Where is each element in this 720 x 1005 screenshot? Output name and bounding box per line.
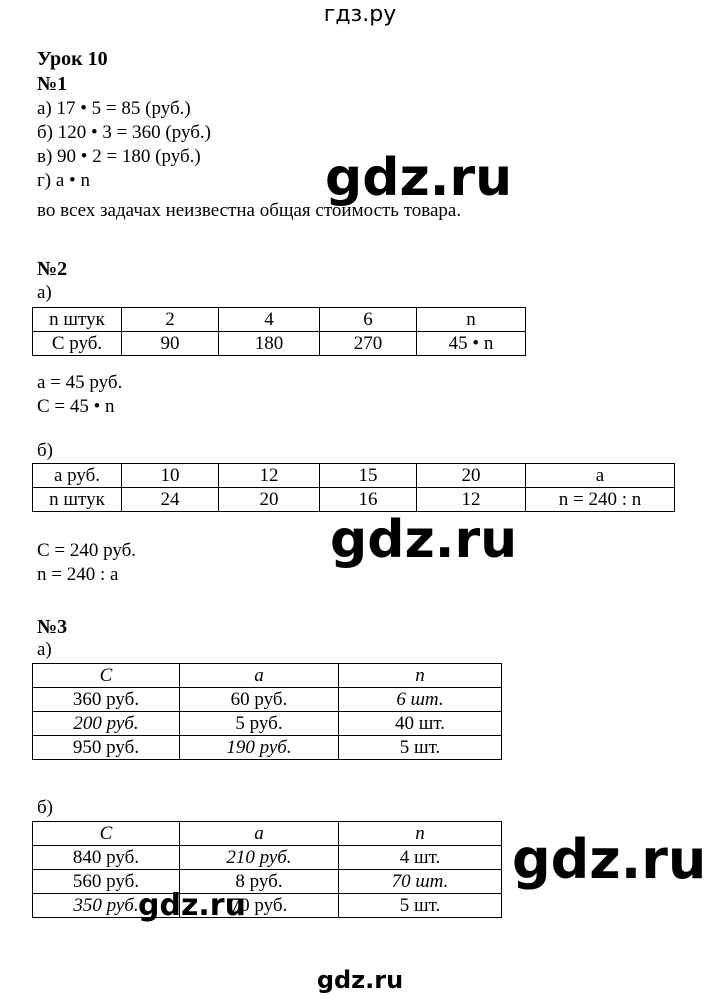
table-cell: 2 bbox=[122, 308, 219, 332]
table-cell: C bbox=[33, 664, 180, 688]
table-cell: 20 bbox=[417, 464, 526, 488]
table-cell: 12 bbox=[219, 464, 320, 488]
table-row bbox=[33, 308, 526, 332]
table-cell: n bbox=[339, 664, 502, 688]
table-row bbox=[33, 664, 502, 688]
task1-number: №1 bbox=[37, 73, 68, 95]
table-cell: 5 шт. bbox=[339, 736, 502, 760]
table-cell: 20 bbox=[219, 488, 320, 512]
table-cell: 70 руб. bbox=[180, 894, 339, 918]
task2-table-a bbox=[32, 307, 526, 356]
task3-number: №3 bbox=[37, 616, 68, 638]
site-header: гдз.ру bbox=[323, 2, 397, 27]
task2-table-b bbox=[32, 463, 675, 512]
table-cell: 16 bbox=[320, 488, 417, 512]
table-cell: a bbox=[180, 664, 339, 688]
watermark: gdz.ru bbox=[138, 888, 246, 923]
table-row bbox=[33, 488, 675, 512]
task2-after-a-line1: a = 45 руб. bbox=[37, 372, 123, 393]
table-cell: 350 руб. bbox=[33, 894, 180, 918]
task1-line-a: а) 17 • 5 = 85 (руб.) bbox=[37, 98, 191, 119]
task3-part-b-label: б) bbox=[37, 797, 53, 818]
table-cell: a bbox=[180, 822, 339, 846]
table-row bbox=[33, 736, 502, 760]
task1-line-c: в) 90 • 2 = 180 (руб.) bbox=[37, 146, 201, 167]
table-cell: 360 руб. bbox=[33, 688, 180, 712]
table-cell: 12 bbox=[417, 488, 526, 512]
table-cell: 90 bbox=[122, 332, 219, 356]
table-cell: C руб. bbox=[33, 332, 122, 356]
task2-part-b-label: б) bbox=[37, 440, 53, 461]
table-cell: n штук bbox=[33, 488, 122, 512]
table-row bbox=[33, 332, 526, 356]
table-cell: n bbox=[339, 822, 502, 846]
table-cell: 70 шт. bbox=[339, 870, 502, 894]
task2-after-b-line1: C = 240 руб. bbox=[37, 540, 137, 561]
table-cell: 6 bbox=[320, 308, 417, 332]
task2-after-a-line2: C = 45 • n bbox=[37, 396, 115, 417]
table-row bbox=[33, 870, 502, 894]
table-cell: a руб. bbox=[33, 464, 122, 488]
table-cell: 6 шт. bbox=[339, 688, 502, 712]
table-cell: n = 240 : n bbox=[526, 488, 675, 512]
table-cell: 40 шт. bbox=[339, 712, 502, 736]
table-cell: 4 шт. bbox=[339, 846, 502, 870]
table-cell: a bbox=[526, 464, 675, 488]
watermark: gdz.ru bbox=[512, 828, 707, 891]
table-cell: n bbox=[417, 308, 526, 332]
table-cell: 190 руб. bbox=[180, 736, 339, 760]
task1-conclusion: во всех задачах неизвестна общая стоимость товара. bbox=[37, 200, 462, 221]
table-cell: 8 руб. bbox=[180, 870, 339, 894]
table-cell: 270 bbox=[320, 332, 417, 356]
table-cell: n штук bbox=[33, 308, 122, 332]
table-cell: 560 руб. bbox=[33, 870, 180, 894]
task3-part-a-label: а) bbox=[37, 639, 52, 660]
table-row bbox=[33, 712, 502, 736]
task3-table-a bbox=[32, 663, 502, 760]
table-cell: 4 bbox=[219, 308, 320, 332]
task3-table-b bbox=[32, 821, 502, 918]
table-cell: 15 bbox=[320, 464, 417, 488]
table-cell: C bbox=[33, 822, 180, 846]
table-cell: 840 руб. bbox=[33, 846, 180, 870]
table-row bbox=[33, 846, 502, 870]
table-cell: 24 bbox=[122, 488, 219, 512]
table-cell: 5 руб. bbox=[180, 712, 339, 736]
table-cell: 45 • n bbox=[417, 332, 526, 356]
site-footer: gdz.ru bbox=[316, 966, 404, 994]
table-cell: 950 руб. bbox=[33, 736, 180, 760]
table-cell: 180 bbox=[219, 332, 320, 356]
task2-number: №2 bbox=[37, 258, 68, 280]
table-row bbox=[33, 822, 502, 846]
watermark: gdz.ru bbox=[325, 148, 513, 208]
watermark: gdz.ru bbox=[330, 510, 518, 570]
table-row bbox=[33, 688, 502, 712]
table-row bbox=[33, 464, 675, 488]
task2-after-b-line2: n = 240 : a bbox=[37, 564, 119, 585]
table-cell: 210 руб. bbox=[180, 846, 339, 870]
task2-part-a-label: а) bbox=[37, 282, 52, 303]
task1-line-b: б) 120 • 3 = 360 (руб.) bbox=[37, 122, 211, 143]
table-cell: 5 шт. bbox=[339, 894, 502, 918]
table-cell: 10 bbox=[122, 464, 219, 488]
table-cell: 200 руб. bbox=[33, 712, 180, 736]
lesson-title: Урок 10 bbox=[37, 48, 108, 70]
table-cell: 60 руб. bbox=[180, 688, 339, 712]
table-row bbox=[33, 894, 502, 918]
task1-line-d: г) a • n bbox=[37, 170, 90, 191]
